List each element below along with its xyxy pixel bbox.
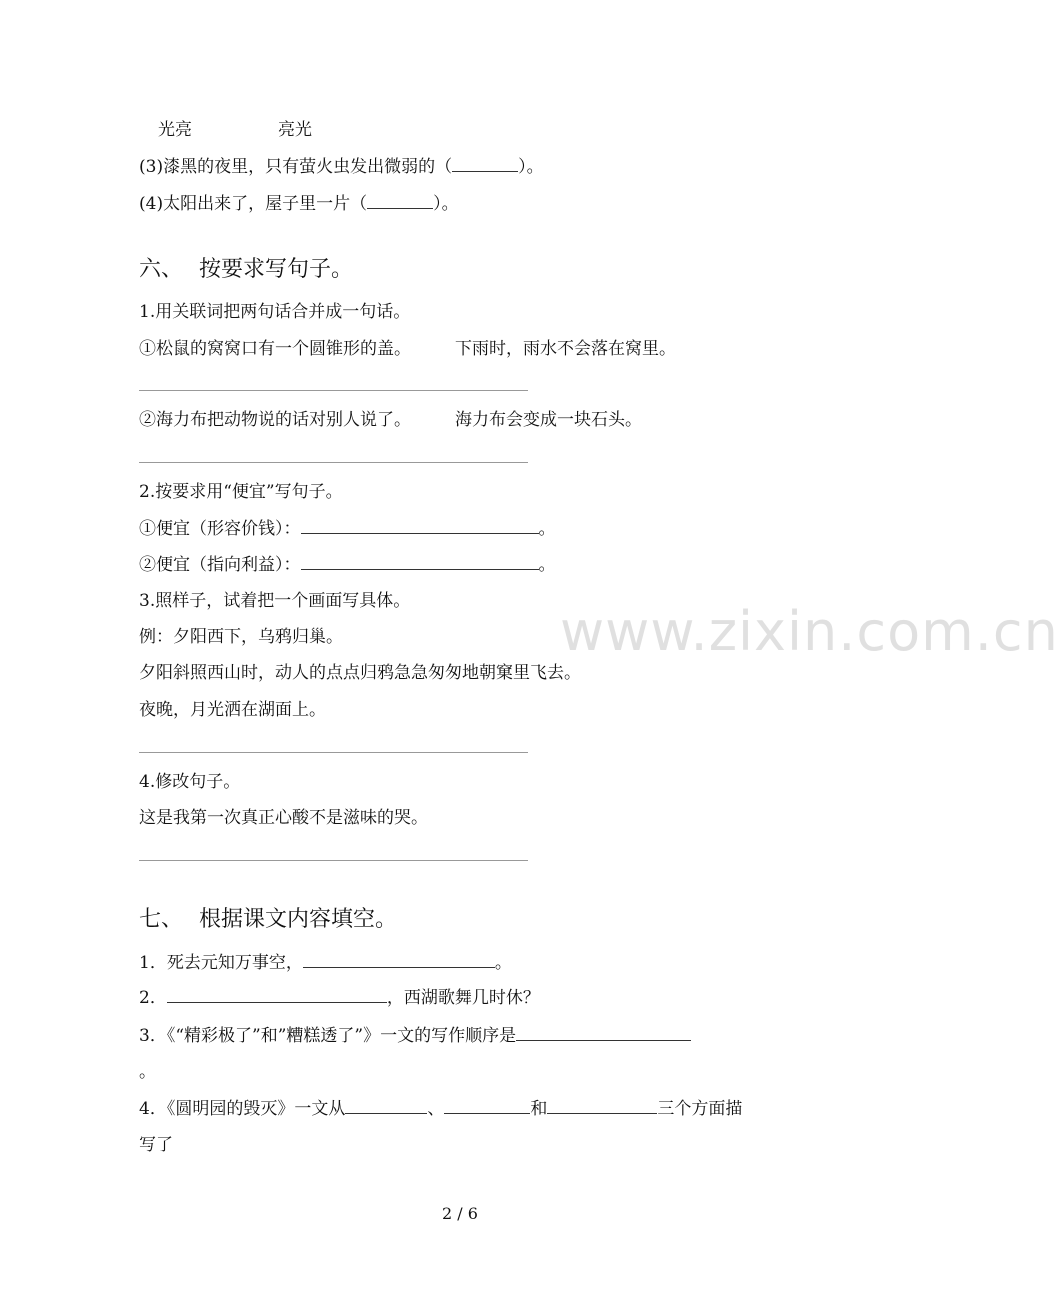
s7-q3-end: 。 bbox=[139, 1062, 156, 1082]
question-end: ）。 bbox=[433, 194, 459, 214]
blank[interactable] bbox=[345, 1098, 427, 1114]
period: 。 bbox=[538, 519, 556, 539]
question-end: ）。 bbox=[518, 157, 544, 177]
s6-q3-example: 例：夕阳西下，乌鸦归巢。 bbox=[139, 627, 343, 647]
s7-q2 bbox=[139, 986, 540, 1010]
question-text: 3．《“精彩极了”和”糟糕透了”》一文的写作顺序是 bbox=[139, 1026, 517, 1046]
answer-line[interactable] bbox=[139, 390, 528, 391]
s6-q1b bbox=[139, 408, 642, 432]
section-number: 六、 bbox=[139, 257, 184, 282]
prompt: ①便宜（形容价钱）： bbox=[139, 519, 301, 539]
s6-q2b bbox=[139, 553, 556, 577]
section-6-heading bbox=[139, 255, 353, 285]
section-7-heading bbox=[139, 905, 397, 935]
blank[interactable] bbox=[303, 952, 495, 968]
s6-q2-instruction: 2.按要求用“便宜”写句子。 bbox=[139, 482, 343, 502]
s6-q4-instruction: 4.修改句子。 bbox=[139, 772, 241, 792]
section-number: 七、 bbox=[139, 907, 184, 932]
choice-a: 光亮 bbox=[158, 120, 192, 140]
blank[interactable] bbox=[301, 518, 539, 534]
sentence-left: ①松鼠的窝窝口有一个圆锥形的盖。 bbox=[139, 339, 411, 359]
question-end: 。 bbox=[494, 953, 512, 973]
s6-q4-sentence: 这是我第一次真正心酸不是滋味的哭。 bbox=[139, 808, 428, 828]
s7-q1 bbox=[139, 951, 512, 975]
fill-question-3 bbox=[139, 155, 544, 179]
sentence-left: ②海力布把动物说的话对别人说了。 bbox=[139, 410, 411, 430]
s7-q4-continuation: 写了 bbox=[139, 1135, 173, 1155]
s6-q3-instruction: 3.照样子，试着把一个画面写具体。 bbox=[139, 591, 411, 611]
question-end: ，西湖歌舞几时休？ bbox=[386, 988, 540, 1008]
blank[interactable] bbox=[452, 156, 518, 172]
section-title: 根据课文内容填空。 bbox=[199, 907, 398, 932]
blank[interactable] bbox=[301, 554, 539, 570]
prompt: ②便宜（指向利益）： bbox=[139, 555, 301, 575]
answer-line[interactable] bbox=[139, 860, 528, 861]
s7-q3 bbox=[139, 1024, 691, 1048]
question-number: 2． bbox=[139, 988, 167, 1008]
s6-q1-instruction: 1.用关联词把两句话合并成一句话。 bbox=[139, 302, 411, 322]
sentence-right: 海力布会变成一块石头。 bbox=[455, 410, 642, 430]
s6-q3-sample: 夕阳斜照西山时，动人的点点归鸦急急匆匆地朝窠里飞去。 bbox=[139, 663, 581, 683]
s6-q1a bbox=[139, 337, 676, 361]
blank[interactable] bbox=[444, 1098, 530, 1114]
separator: 、 bbox=[427, 1099, 445, 1119]
blank[interactable] bbox=[516, 1025, 691, 1041]
sentence-right: 下雨时，雨水不会落在窝里。 bbox=[455, 339, 676, 359]
fill-question-4 bbox=[139, 192, 459, 216]
blank[interactable] bbox=[547, 1098, 657, 1114]
s7-q4 bbox=[139, 1097, 742, 1121]
question-text: 4．《圆明园的毁灭》一文从 bbox=[139, 1099, 346, 1119]
page-number: 2 / 6 bbox=[442, 1204, 478, 1223]
question-text: 1．死去元知万事空， bbox=[139, 953, 303, 973]
question-text: (4)太阳出来了，屋子里一片（ bbox=[139, 194, 368, 214]
s6-q3-task: 夜晚，月光洒在湖面上。 bbox=[139, 700, 326, 720]
separator: 和 bbox=[530, 1099, 548, 1119]
answer-line[interactable] bbox=[139, 462, 528, 463]
question-end: 三个方面描 bbox=[657, 1099, 743, 1119]
s6-q2a bbox=[139, 517, 556, 541]
section-title: 按要求写句子。 bbox=[199, 257, 354, 282]
period: 。 bbox=[538, 555, 556, 575]
choice-row bbox=[158, 118, 312, 142]
question-text: (3)漆黑的夜里，只有萤火虫发出微弱的（ bbox=[139, 157, 453, 177]
watermark: www.zixin.com.cn bbox=[560, 600, 1059, 663]
choice-b: 亮光 bbox=[278, 120, 312, 140]
blank[interactable] bbox=[367, 193, 433, 209]
answer-line[interactable] bbox=[139, 752, 528, 753]
blank[interactable] bbox=[167, 987, 387, 1003]
